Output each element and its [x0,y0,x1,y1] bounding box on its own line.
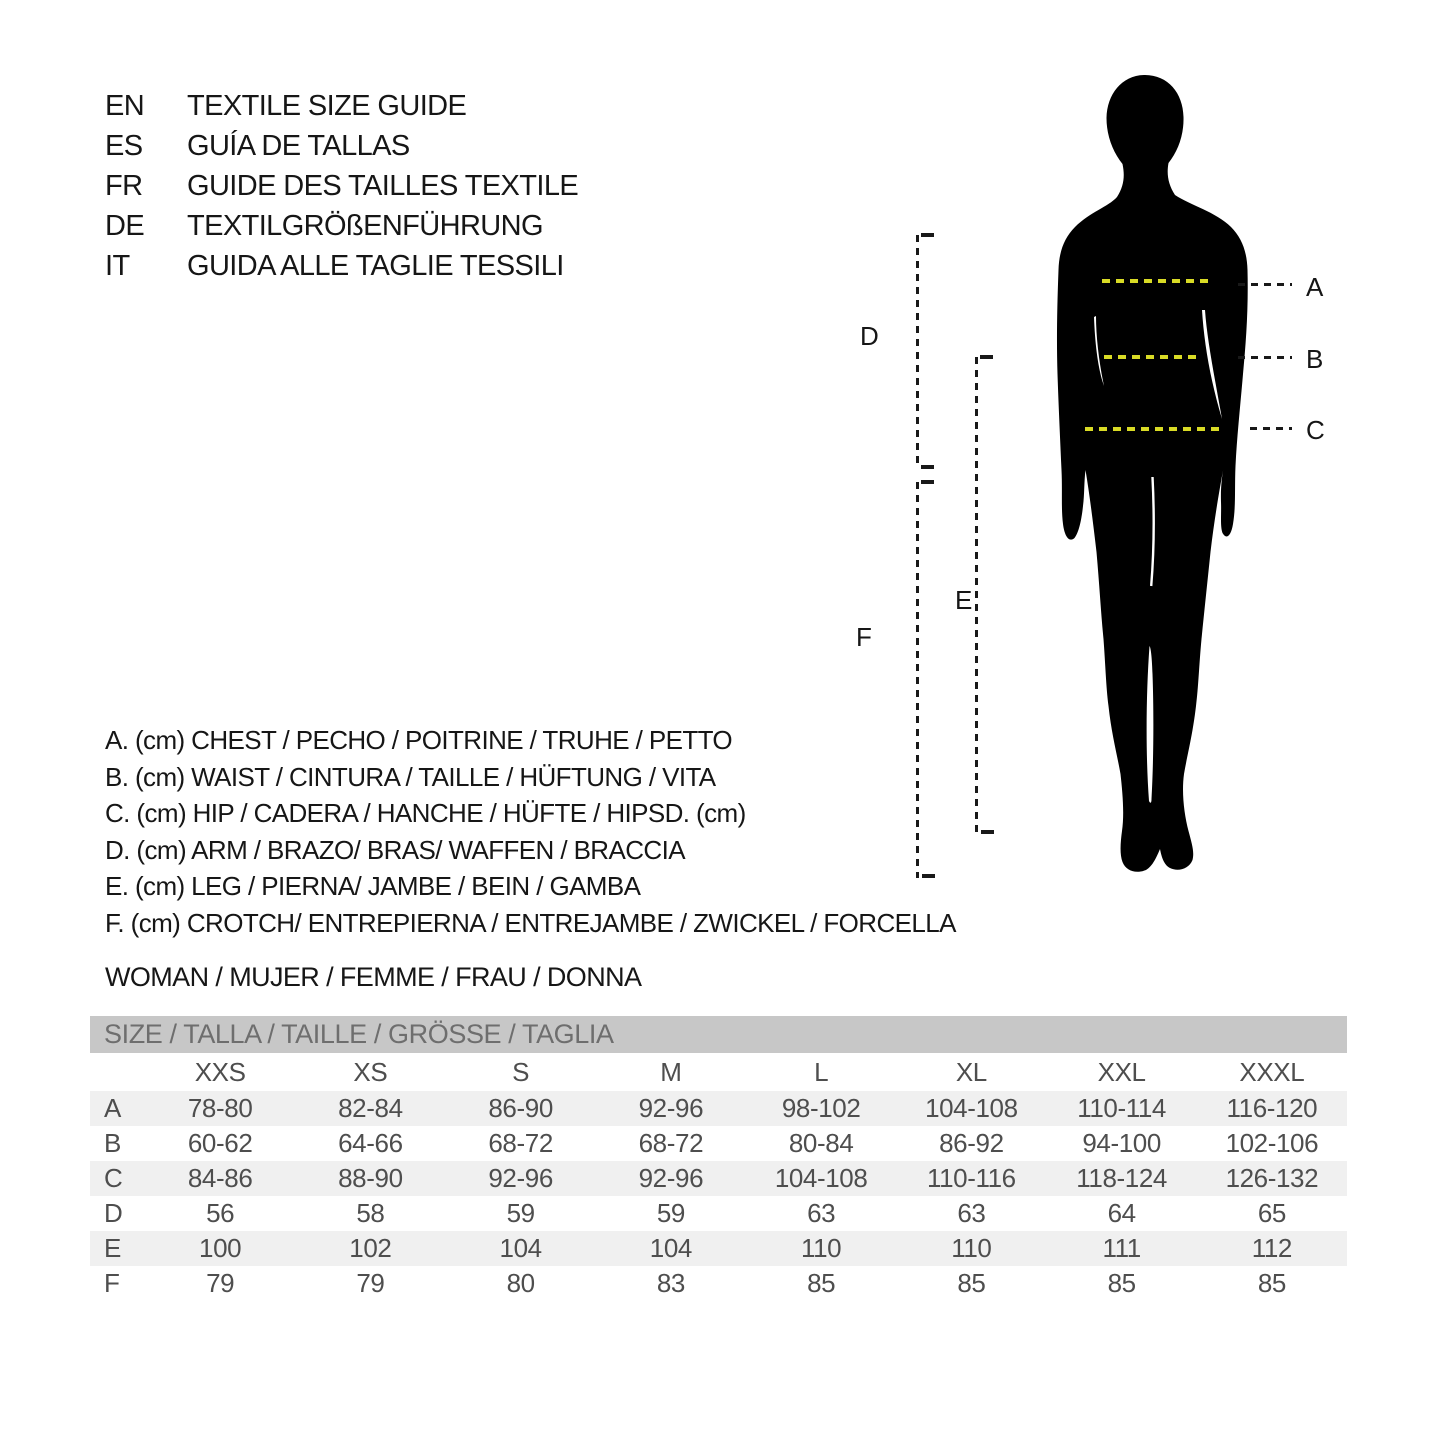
language-code: ES [105,129,143,162]
size-table [90,1016,1347,1301]
cell: 64 [1107,1198,1136,1228]
table-row-c [90,1161,1347,1196]
table-row-f [90,1266,1347,1301]
legend-line-hip: C. (cm) HIP / CADERA / HANCHE / HÜFTE / HIPSD. (cm) [105,798,746,828]
cell: 118-124 [1076,1163,1167,1193]
cell: 126-132 [1225,1163,1319,1193]
cell: 104 [499,1233,542,1263]
cell: 80 [506,1268,535,1298]
hip-leader-line [1250,427,1292,430]
cell: 78-80 [187,1093,253,1123]
leg-measure-line [975,357,978,833]
cell: 80-84 [788,1128,854,1158]
arm-measure-line [916,235,919,468]
cell: 110 [800,1233,842,1263]
size-col-xxl: XXL [1097,1056,1146,1087]
crotch-line-bottom-tick [922,874,935,878]
cell: 85 [1257,1268,1286,1298]
table-row-d [90,1196,1347,1231]
language-title: GUÍA DE TALLAS [187,129,410,162]
size-col-l: L [814,1056,829,1087]
cell: 63 [807,1198,836,1228]
language-title: GUIDA ALLE TAGLIE TESSILI [187,249,564,282]
cell: 88-90 [338,1163,403,1193]
waist-leader-line [1238,356,1292,359]
cell: 68-72 [638,1128,704,1158]
cell: 58 [356,1198,385,1228]
table-row-a [90,1091,1347,1126]
cell: 64-66 [338,1128,403,1158]
label-arm-d: D [860,321,879,351]
chest-leader-line [1238,283,1292,286]
crotch-measure-line [916,482,919,878]
cell: 86-92 [939,1128,1004,1158]
label-chest-a: A [1306,272,1323,302]
waist-measure-line [1104,355,1200,359]
row-label: A [104,1093,122,1123]
cell: 59 [506,1198,535,1228]
language-row [105,206,578,246]
legend-line-leg: E. (cm) LEG / PIERNA/ JAMBE / BEIN / GAMBA [105,871,641,901]
legend-line-crotch: F. (cm) CROTCH/ ENTREPIERNA / ENTREJAMBE / ZWICKEL / FORCELLA [105,907,956,938]
language-row [105,246,578,286]
cell: 111 [1102,1233,1141,1263]
cell: 98-102 [781,1093,861,1123]
cell: 104-108 [774,1163,868,1193]
size-col-xxxl: XXXL [1239,1056,1305,1087]
cell: 79 [356,1268,385,1298]
cell: 116-120 [1226,1093,1318,1123]
row-label: B [104,1128,122,1158]
cell: 59 [656,1198,685,1228]
cell: 56 [206,1198,235,1228]
cell: 68-72 [488,1128,553,1158]
gender-heading: WOMAN / MUJER / FEMME / FRAU / DONNA [105,962,642,992]
cell: 110-114 [1077,1093,1166,1123]
language-title: TEXTILGRÖßENFÜHRUNG [187,209,543,242]
label-hip-c: C [1306,415,1325,445]
row-label: F [104,1268,120,1298]
arm-line-top-tick [921,233,934,237]
language-code: FR [105,169,143,202]
cell: 60-62 [187,1128,253,1158]
size-columns-row [90,1053,1347,1091]
size-col-s: S [512,1056,530,1087]
language-code: EN [105,89,145,122]
cell: 110-116 [926,1163,1016,1193]
cell: 82-84 [338,1093,403,1123]
row-label: D [104,1198,123,1228]
size-table-header: SIZE / TALLA / TAILLE / GRÖSSE / TAGLIA [90,1016,1347,1053]
label-leg-e: E [955,585,972,615]
legend-line-arm: D. (cm) ARM / BRAZO/ BRAS/ WAFFEN / BRACCIA [105,834,685,865]
cell: 104 [649,1233,692,1263]
language-title: GUIDE DES TAILLES TEXTILE [187,169,579,202]
cell: 100 [199,1233,242,1263]
language-row [105,166,578,206]
hip-measure-line [1085,427,1223,431]
cell: 104-108 [925,1093,1018,1123]
crotch-line-top-tick [921,480,934,484]
size-col-xxs: XXS [194,1056,246,1087]
cell: 92-96 [638,1093,704,1123]
chest-measure-line [1102,279,1208,283]
cell: 86-90 [488,1093,553,1123]
cell: 92-96 [638,1163,704,1193]
row-label: E [104,1233,122,1263]
language-code: IT [105,249,130,282]
cell: 79 [206,1268,235,1298]
size-diagram [1056,74,1250,880]
label-waist-b: B [1306,344,1323,374]
language-title-block [105,86,578,286]
cell: 85 [957,1268,986,1298]
size-col-xl: XL [955,1056,987,1087]
language-title: TEXTILE SIZE GUIDE [187,89,467,122]
row-label: C [104,1163,123,1193]
cell: 102 [349,1233,392,1263]
leg-line-top-tick [980,355,993,359]
legend-line-waist: B. (cm) WAIST / CINTURA / TAILLE / HÜFTUNG / VITA [105,761,716,792]
cell: 84-86 [187,1163,253,1193]
size-col-xs: XS [353,1056,388,1087]
cell: 94-100 [1082,1128,1161,1158]
woman-silhouette [1056,74,1250,880]
cell: 65 [1257,1198,1286,1228]
cell: 85 [807,1268,836,1298]
legend-line-chest: A. (cm) CHEST / PECHO / POITRINE / TRUHE / PETTO [105,725,733,755]
leg-line-bottom-tick [981,830,994,834]
table-row-e [90,1231,1347,1266]
cell: 63 [957,1198,986,1228]
measurement-legend [105,722,956,941]
size-col-m: M [660,1056,682,1087]
cell: 112 [1251,1233,1292,1263]
language-row [105,86,578,126]
label-crotch-f: F [856,622,872,652]
arm-line-bottom-tick [921,465,934,469]
language-code: DE [105,209,145,242]
cell: 83 [656,1268,685,1298]
cell: 102-106 [1225,1128,1319,1158]
cell: 110 [951,1233,992,1263]
table-row-b [90,1126,1347,1161]
cell: 92-96 [488,1163,553,1193]
cell: 85 [1107,1268,1136,1298]
language-row [105,126,578,166]
